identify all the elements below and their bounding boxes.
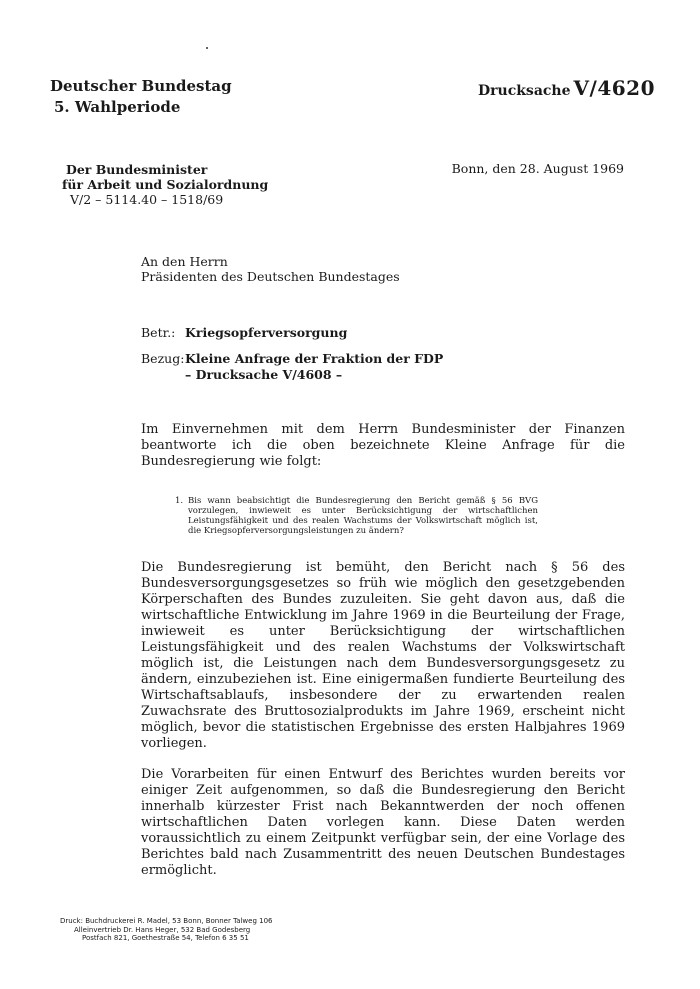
- imprint-line-3: Postfach 821, Goethestraße 54, Telefon 6 35 51: [82, 934, 249, 942]
- sender-line-2: für Arbeit und Sozialordnung: [62, 177, 269, 192]
- answer-paragraph-1: [141, 560, 625, 752]
- answer-text-2: Die Vorarbeiten für einen Entwurf des Berichtes wurden bereits vor einiger Zeit aufgenommen, so daß die Bundesregierung den Bericht innerhalb kürzester Frist nach Bekanntwerden der noch offenen wirtschaftlichen Daten vorlegen kann. Diese Daten werden voraussichtlich zu einem Zeitpunkt verfügbar sein, der eine Vorlage des Berichtes bald nach Zusammentritt des neuen Deutschen Bundestages ermöglicht.: [141, 767, 625, 878]
- reference-text-2: – Drucksache V/4608 –: [185, 366, 343, 382]
- sender-line-1: Der Bundesminister: [66, 162, 208, 177]
- sender-block: [62, 162, 268, 207]
- intro-text: Im Einvernehmen mit dem Herrn Bundesminister der Finanzen beantworte ich die oben bezeichnete Kleine Anfrage für die Bundesregierung wie folgt:: [141, 422, 625, 469]
- question-number: 1.: [175, 496, 184, 506]
- imprint-line-1: Druck: Buchdruckerei R. Madel, 53 Bonn, Bonner Talweg 106: [60, 917, 273, 925]
- imprint-line-2: Alleinvertrieb Dr. Hans Heger, 532 Bad Godesberg: [74, 925, 251, 934]
- printer-imprint: [60, 917, 273, 943]
- sender-reference: V/2 – 5114.40 – 1518/69: [70, 192, 224, 207]
- subject-line: [141, 325, 347, 340]
- recipient-line-1: An den Herrn: [141, 254, 228, 269]
- answer-paragraph-2: [141, 767, 625, 879]
- document-header: [50, 76, 232, 118]
- drucksache-number: V/4620: [573, 76, 655, 100]
- reference-line: [141, 351, 443, 382]
- subject-text: Kriegsopferversorgung: [185, 325, 348, 340]
- question-text: Bis wann beabsichtigt die Bundesregierung den Bericht gemäß § 56 BVG vorzulegen, inwieweit es unter Berücksichtigung der wirtschaftlichen Leistungsfähigkeit und des realen Wachstums der Volkswirtschaft möglich ist, die Kriegsopferversorgungsleistungen zu ändern?: [188, 496, 538, 536]
- drucksache-badge: [478, 76, 655, 100]
- scan-speck: [206, 47, 208, 49]
- drucksache-label: Drucksache: [478, 83, 571, 99]
- recipient-block: [141, 254, 400, 284]
- reference-label: Bezug:: [141, 351, 185, 366]
- answer-text-1: Die Bundesregierung ist bemüht, den Bericht nach § 56 des Bundesversorgungsgesetzes so früh wie möglich den gesetzgebenden Körperschaften des Bundes zuzuleiten. Sie geht davon aus, daß die wirtschaftliche Entwicklung im Jahre 1969 in die Beurteilung der Frage, inwieweit es unter Berücksichtigung der wirtschaftlichen Leistungsfähigkeit und des realen Wachstums der Volkswirtschaft möglich ist, die Leistungen nach dem Bundesversorgungsgesetz zu ändern, einzubeziehen ist. Eine einigermaßen fundierte Beurteilung des Wirtschaftsablaufs, insbesondere der zu erwartenden realen Zuwachsrate des Bruttosozialprodukts im Jahre 1969, erscheint nicht möglich, bevor die statistischen Ergebnisse des ersten Halbjahres 1969 vorliegen.: [141, 560, 625, 751]
- legislative-period: 5. Wahlperiode: [54, 98, 181, 116]
- institution-name: Deutscher Bundestag: [50, 77, 232, 95]
- recipient-line-2: Präsidenten des Deutschen Bundestages: [141, 269, 400, 284]
- letter-date: Bonn, den 28. August 1969: [451, 161, 624, 176]
- question-block: [175, 496, 538, 536]
- intro-paragraph: [141, 422, 625, 470]
- subject-label: Betr.:: [141, 325, 176, 340]
- reference-text-1: Kleine Anfrage der Fraktion der FDP: [185, 351, 444, 366]
